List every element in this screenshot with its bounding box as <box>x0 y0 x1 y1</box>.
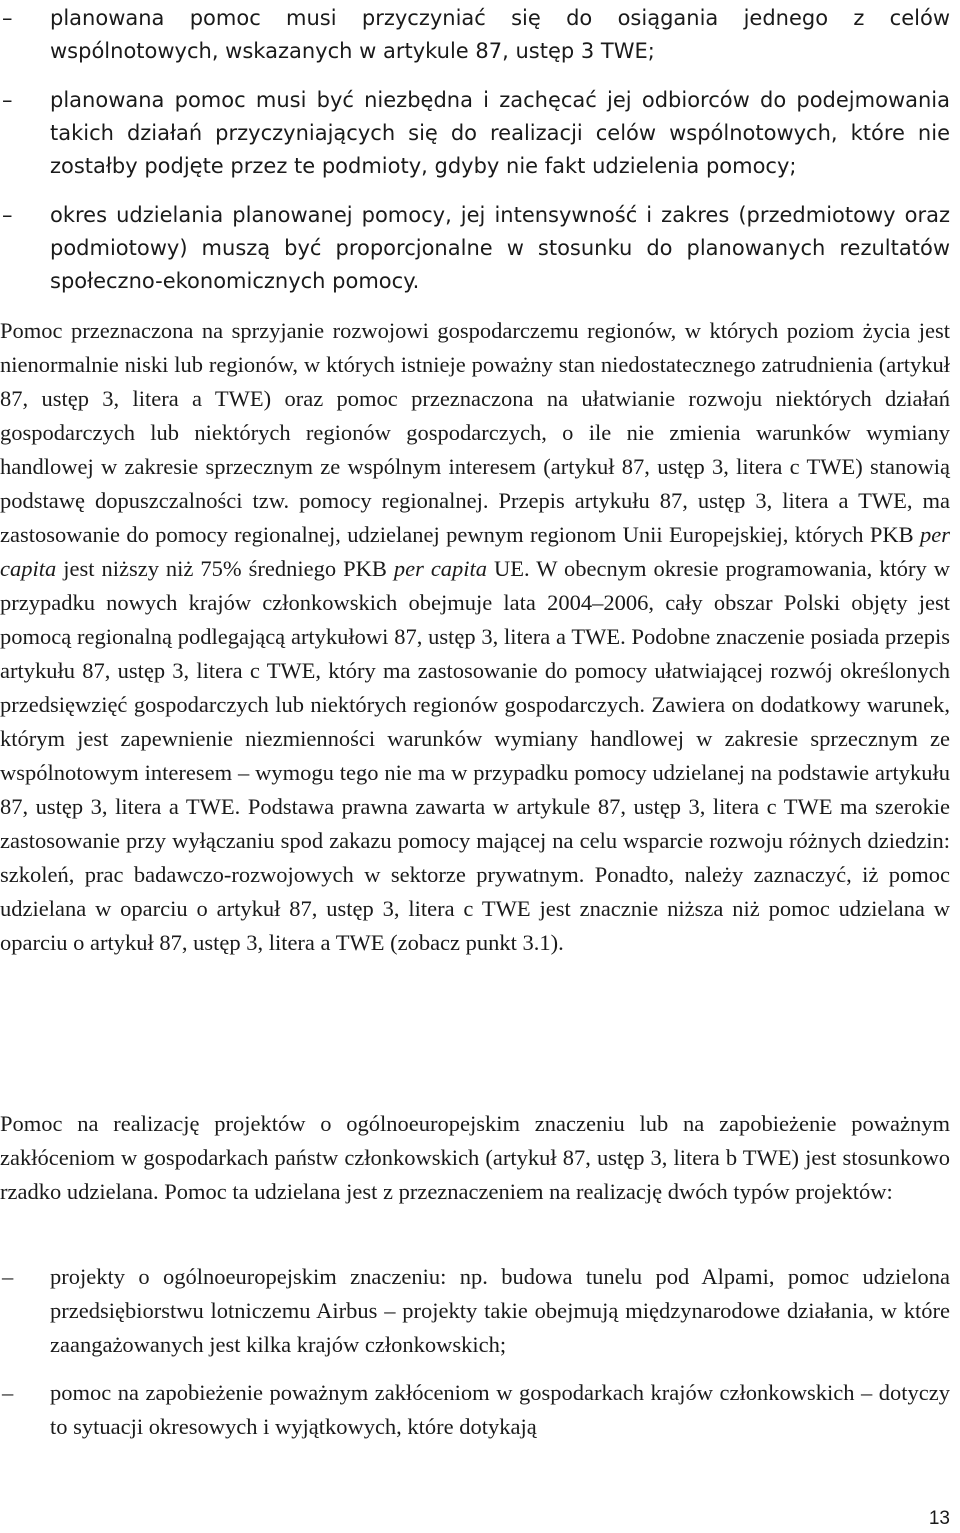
italic-term: per capita <box>393 556 488 581</box>
page-number: 13 <box>928 1508 950 1529</box>
dash-bullet: – <box>2 1264 14 1289</box>
dash-bullet: – <box>2 203 13 227</box>
list-item <box>0 2 950 68</box>
list-item-text: okres udzielania planowanej pomocy, jej intensywność i zakres (przedmiotowy oraz podmiotowy) muszą być proporcjonalne w stosunku do planowanych rezultatów społeczno-ekonomicznych pomocy. <box>50 203 950 293</box>
list-item <box>0 1260 950 1362</box>
paragraph-text: Pomoc przeznaczona na sprzyjanie rozwojowi gospodarczemu regionów, w których poziom życia jest nienormalnie niski lub regionów, w których istnieje poważny stan niedostatecznego zatrudnienia (artykuł 87, ustęp 3, litera a TWE) oraz pomoc przeznaczona na ułatwianie rozwoju niektórych działań gospodarczych lub niektórych regionów gospodarczych, o ile nie zmienia warunków wymiany handlowej w zakresie sprzecznym ze wspólnym interesem (artykuł 87, ustęp 3, litera c TWE) stanowią podstawę dopuszczalności tzw. pomocy regionalnej. Przepis artykułu 87, ustęp 3, litera a TWE, ma zastosowanie do pomocy regionalnej, udzielanej pewnym regionom Unii Europejskiej, których PKB <box>0 318 950 547</box>
italic-term: per capita <box>0 522 950 581</box>
list-item <box>0 1376 950 1444</box>
list-item <box>0 84 950 183</box>
list-item-text: projekty o ogólnoeuropejskim znaczeniu: np. budowa tunelu pod Alpami, pomoc udzielona przedsiębiorstwu lotniczemu Airbus – projekty takie obejmują międzynarodowe działania, w które zaangażowanych jest kilka krajów członkowskich; <box>50 1264 950 1357</box>
paragraph-text: UE. W obecnym okresie programowania, który w przypadku nowych krajów członkowskich obejmuje lata 2004–2006, cały obszar Polski objęty jest pomocą regionalną podlegającą artykułowi 87, ustęp 3, litera a TWE. Podobne znaczenie posiada przepis artykułu 87, ustęp 3, litera c TWE, który ma zastosowanie do pomocy ułatwiającej rozwój określonych przedsięwzięć gospodarczych lub niektórych regionów gospodarczych. Zawiera on dodatkowy warunek, którym jest zapewnienie niezmienności warunków wymiany handlowej w zakresie sprzecznym ze wspólnotowym interesem – wymogu tego nie ma w przypadku pomocy udzielanej na podstawie artykułu 87, ustęp 3, litera a TWE. Podstawa prawna zawarta w artykule 87, ustęp 3, litera c TWE ma szerokie zastosowanie przy wyłączaniu spod zakazu pomocy mającej na celu wsparcie rozwoju różnych dziedzin: szkoleń, prac badawczo-rozwojowych w sektorze prywatnym. Ponadto, należy zaznaczyć, iż pomoc udzielana w oparciu o artykuł 87, ustęp 3, litera c TWE jest znacznie niższa niż pomoc udzielana w oparciu o artykuł 87, ustęp 3, litera a TWE (zobacz punkt 3.1). <box>0 556 950 955</box>
dash-bullet: – <box>2 1380 14 1405</box>
project-types-list <box>0 1260 950 1444</box>
dash-bullet: – <box>2 6 13 30</box>
list-item-text: planowana pomoc musi być niezbędna i zachęcać jej odbiorców do podejmowania takich działań przyczyniających się do realizacji celów wspólnotowych, które nie zostałby podjęte przez te podmioty, gdyby nie fakt udzielenia pomocy; <box>50 88 950 178</box>
european-projects-paragraph: Pomoc na realizację projektów o ogólnoeuropejskim znaczeniu lub na zapobieżenie poważnym zakłóceniom w gospodarkach państw członkowskich (artykuł 87, ustęp 3, litera b TWE) jest stosunkowo rzadko udzielana. Pomoc ta udzielana jest z przeznaczeniem na realizację dwóch typów projektów: <box>0 1111 950 1204</box>
list-item-text: pomoc na zapobieżenie poważnym zakłóceniom w gospodarkach krajów członkowskich – dotyczy to sytuacji okresowych i wyjątkowych, które dotykają <box>50 1380 950 1439</box>
criteria-list <box>0 2 950 298</box>
list-item-text: planowana pomoc musi przyczyniać się do osiągania jednego z celów wspólnotowych, wskazanych w artykule 87, ustęp 3 TWE; <box>50 6 950 63</box>
regional-aid-paragraph <box>0 314 950 960</box>
dash-bullet: – <box>2 88 13 112</box>
paragraph-text: jest niższy niż 75% średniego PKB <box>56 556 394 581</box>
list-item <box>0 199 950 298</box>
